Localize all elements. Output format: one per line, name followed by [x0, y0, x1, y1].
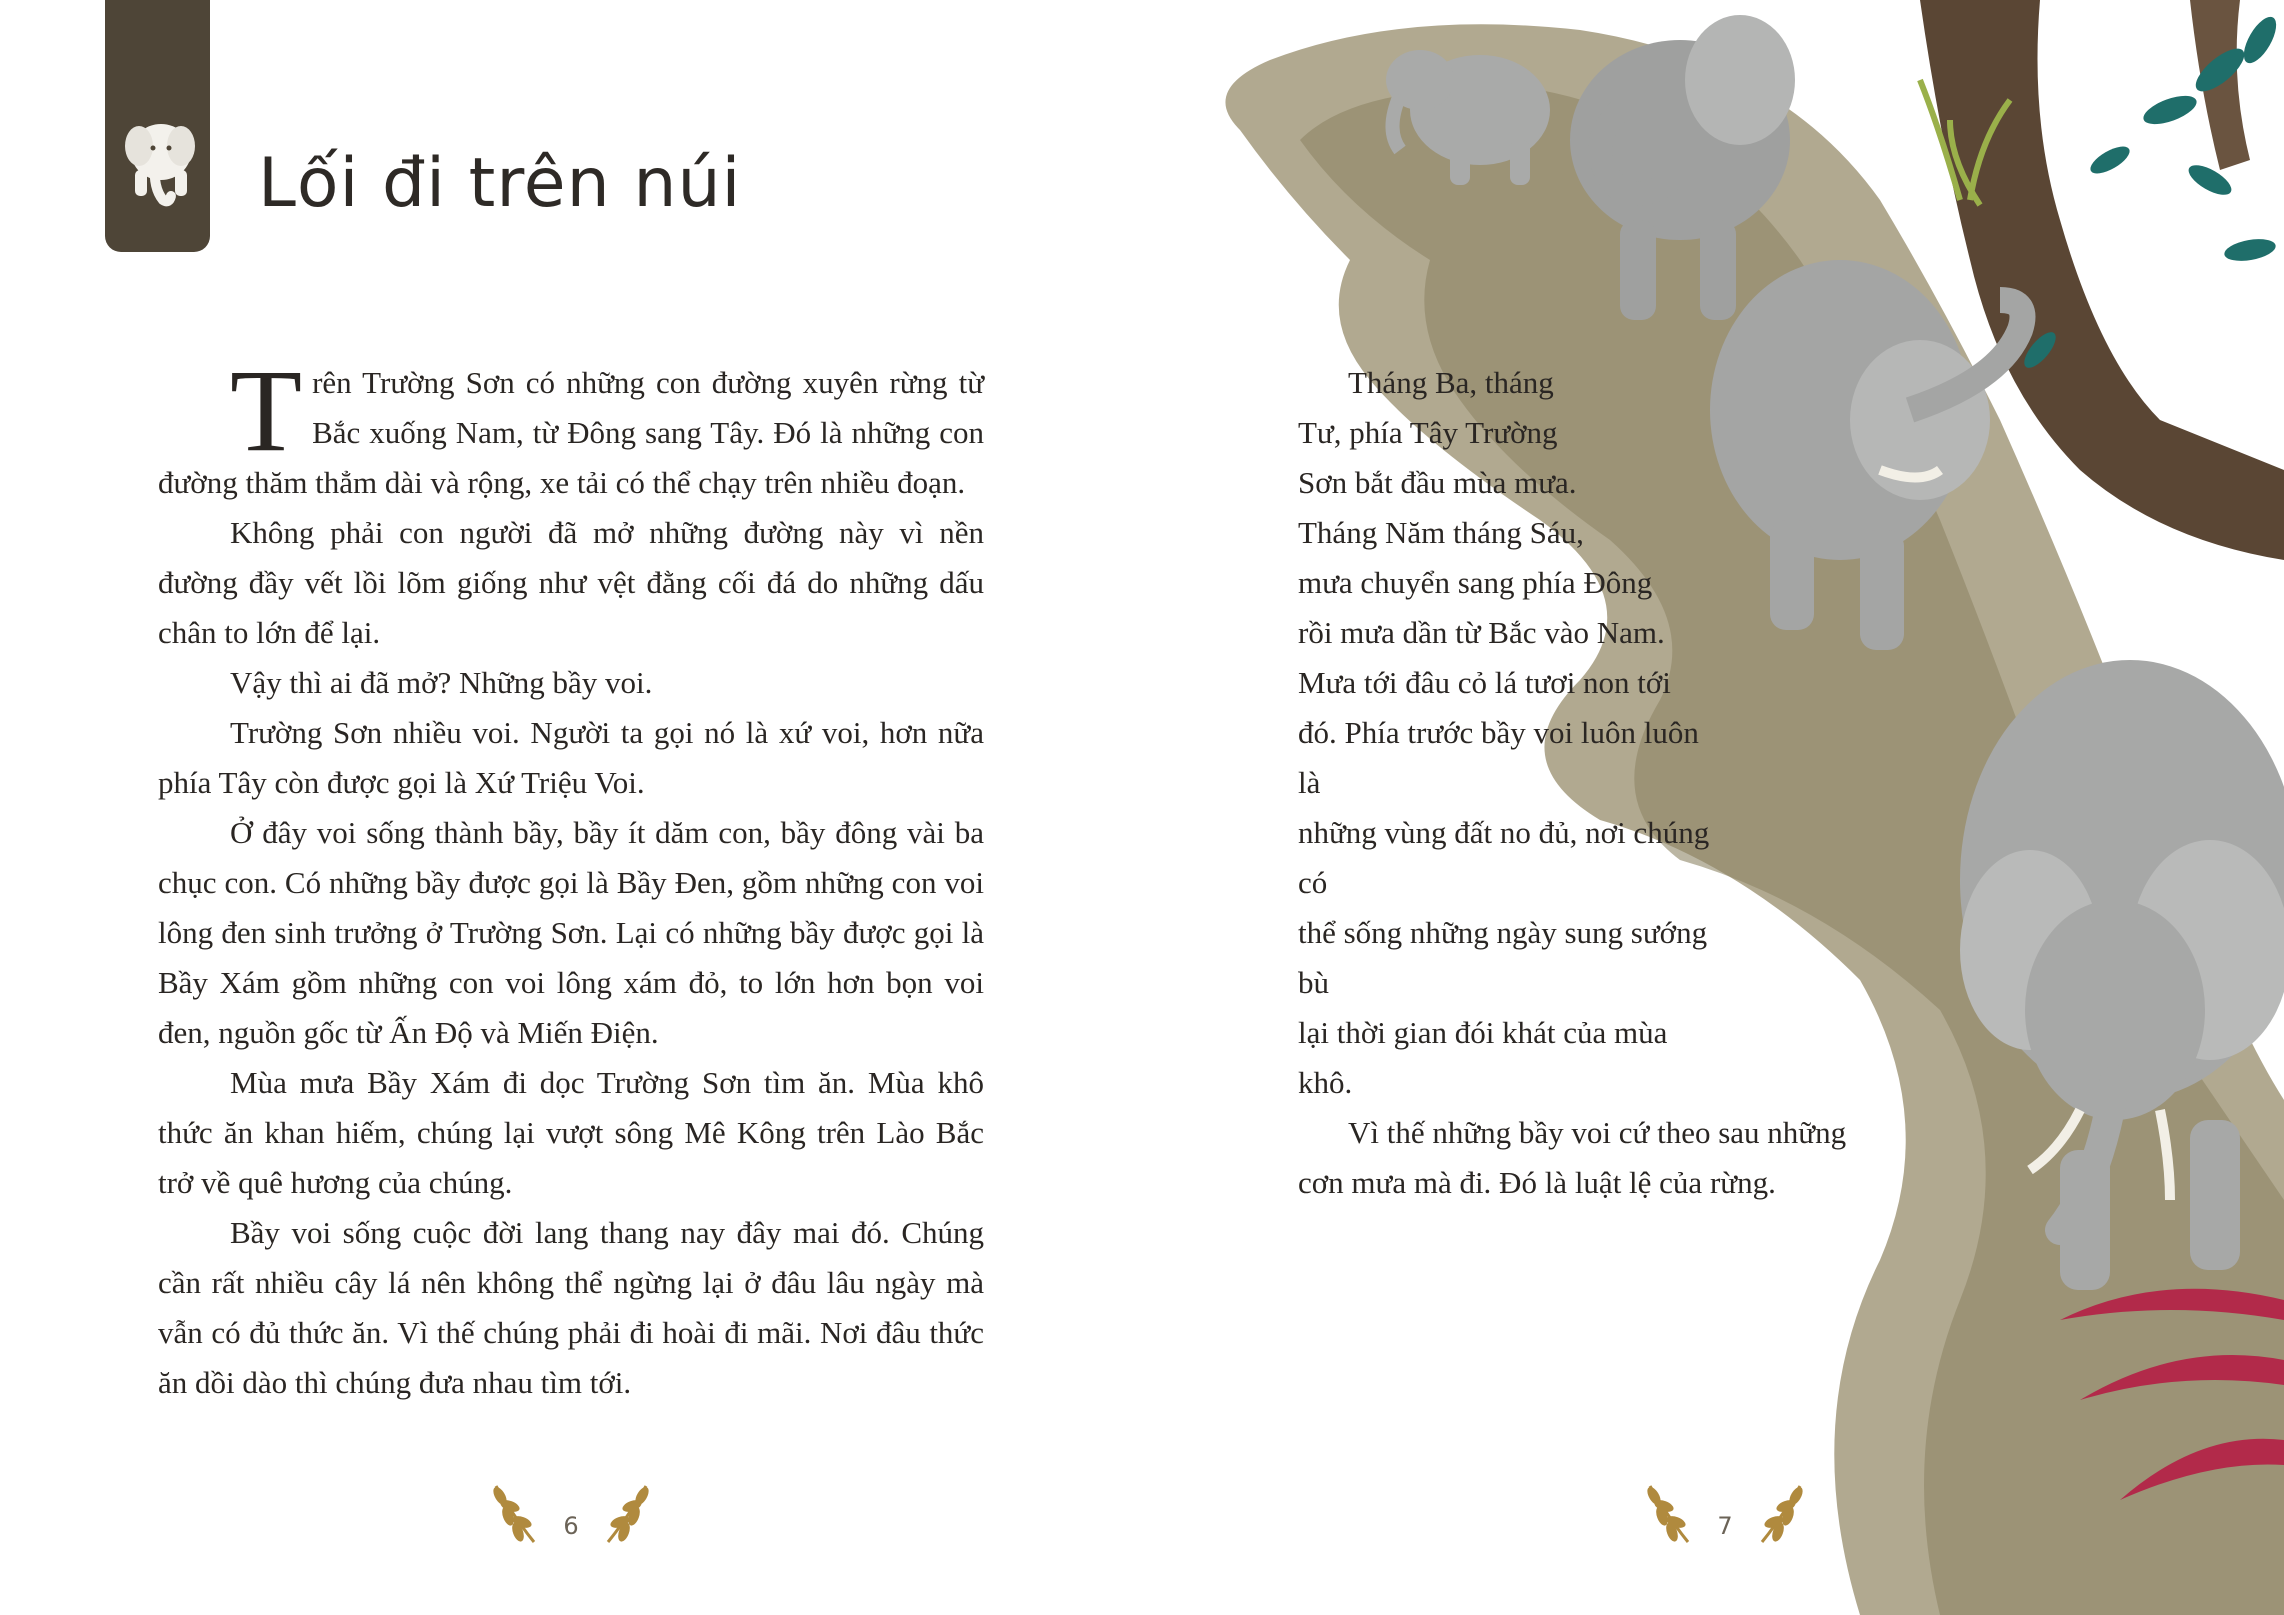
text-line: thể sống những ngày sung sướng bù [1298, 915, 1708, 1000]
chapter-tab [105, 0, 210, 252]
elephant-icon [117, 108, 199, 212]
laurel-right-icon [600, 1480, 656, 1548]
text-line: mưa chuyển sang phía Đông [1298, 565, 1653, 600]
paragraph: Ở đây voi sống thành bầy, bầy ít dăm con, bầy đông vài ba chục con. Có những bầy được gọi là Bầy Đen, gồm những con voi lông đen sinh trưởng ở Trường Sơn. Lại có những bầy được gọi là Bầy Xám gồm những con voi lông xám đỏ, to lớn hơn bọn voi đen, nguồn gốc từ Ấn Độ và Miến Điện. [158, 815, 984, 1050]
paragraph: Trường Sơn nhiều voi. Người ta gọi nó là xứ voi, hơn nữa phía Tây còn được gọi là Xứ Triệu Voi. [158, 715, 984, 800]
text-line: Mưa tới đâu cỏ lá tươi non tới [1298, 665, 1671, 700]
text-line: Sơn bắt đầu mùa mưa. [1298, 465, 1577, 500]
drop-cap: T [230, 345, 303, 476]
text-line: những vùng đất no đủ, nơi chúng có [1298, 815, 1710, 900]
paragraph: Vì thế những bầy voi cứ theo sau những cơn mưa mà đi. Đó là luật lệ của rừng. [1298, 1115, 1847, 1200]
text-line: Tháng Năm tháng Sáu, [1298, 515, 1584, 550]
chapter-title: Lối đi trên núi [258, 144, 742, 223]
page-number-right [1640, 1480, 1810, 1560]
right-page-text [1298, 358, 1866, 1208]
text-line: Tháng Ba, tháng [1348, 365, 1554, 400]
paragraph: Không phải con người đã mở những đường này vì nền đường đầy vết lồi lõm giống như vệt đằng cối đá do những dấu chân to lớn để lại. [158, 515, 984, 650]
page-number-left [486, 1480, 656, 1560]
page-number: 6 [563, 1512, 579, 1540]
page-number: 7 [1717, 1512, 1733, 1540]
paragraph [158, 345, 984, 508]
paragraph: Vậy thì ai đã mở? Những bầy voi. [230, 665, 653, 700]
text-line: rồi mưa dần từ Bắc vào Nam. [1298, 615, 1665, 650]
text-line: Tư, phía Tây Trường [1298, 415, 1558, 450]
text-line: lại thời gian đói khát của mùa khô. [1298, 1015, 1668, 1100]
laurel-right-icon [1754, 1480, 1810, 1548]
left-page-text [158, 345, 984, 1408]
paragraph-text: rên Trường Sơn có những con đường xuyên rừng từ Bắc xuống Nam, từ Đông sang Tây. Đó là những con đường thăm thẳm dài và rộng, xe tải có thể chạy trên nhiều đoạn. [158, 365, 984, 500]
paragraph: Bầy voi sống cuộc đời lang thang nay đây mai đó. Chúng cần rất nhiều cây lá nên không thể ngừng lại ở đâu lâu ngày mà vẫn có đủ thức ăn. Vì thế chúng phải đi hoài đi mãi. Nơi đâu thức ăn dồi dào thì chúng đưa nhau tìm tới. [158, 1215, 984, 1400]
text-line: đó. Phía trước bầy voi luôn luôn là [1298, 715, 1699, 800]
paragraph [1298, 358, 1726, 1108]
paragraph: Mùa mưa Bầy Xám đi dọc Trường Sơn tìm ăn. Mùa khô thức ăn khan hiếm, chúng lại vượt sông Mê Kông trên Lào Bắc trở về quê hương của chúng. [158, 1065, 984, 1200]
